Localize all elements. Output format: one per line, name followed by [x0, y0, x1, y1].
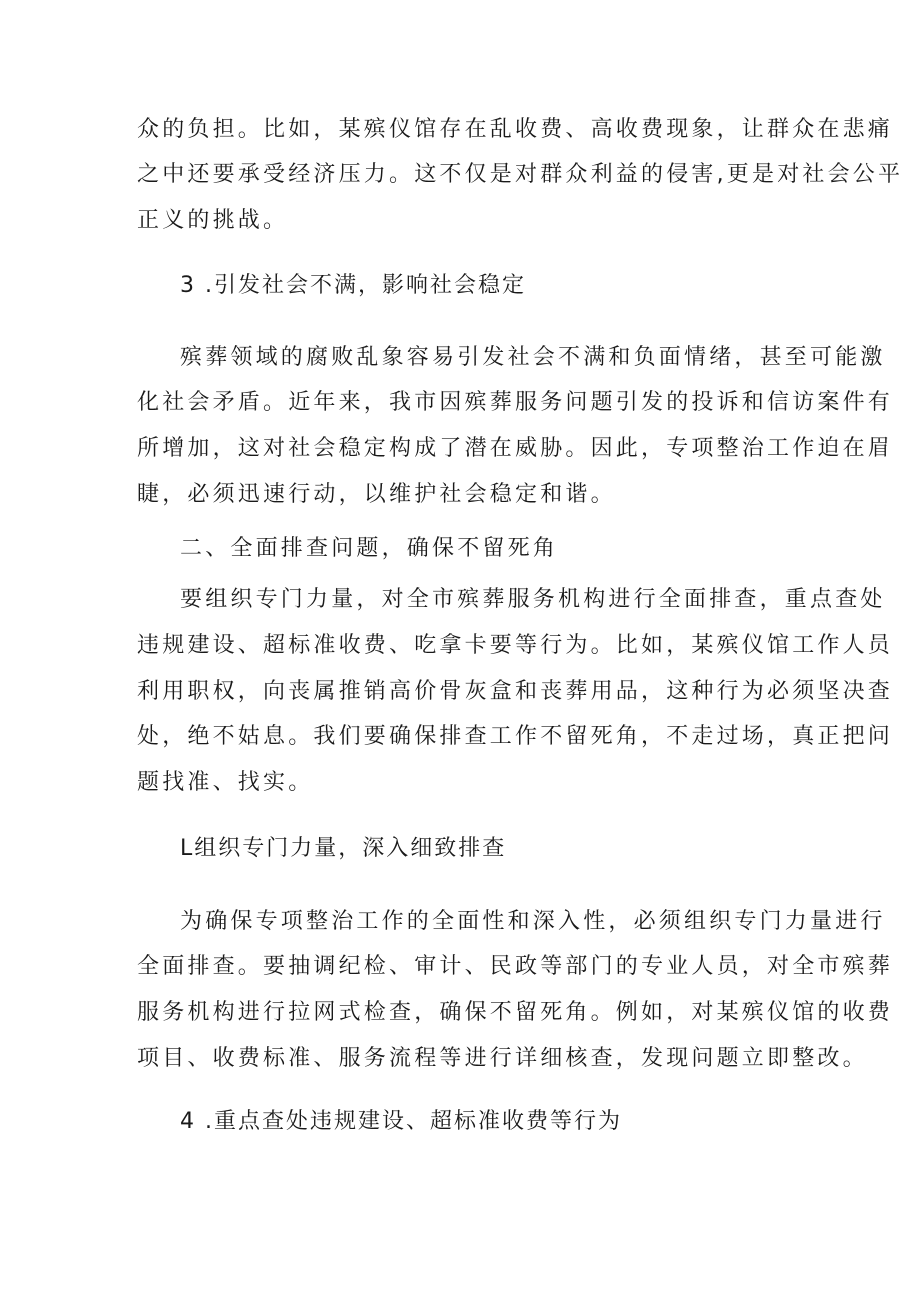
paragraph-line: 之中还要承受经济压力。这不仅是对群众利益的侵害,更是对社会公平: [137, 162, 904, 187]
paragraph-line: 化社会矛盾。近年来，我市因殡葬服务问题引发的投诉和信访案件有: [137, 390, 894, 415]
paragraph-line: 服务机构进行拉网式检查，确保不留死角。例如，对某殡仪馆的收费: [137, 1000, 894, 1025]
paragraph-line: 所增加，这对社会稳定构成了潜在威胁。因此，专项整治工作迫在眉: [137, 436, 894, 461]
section-heading-2: 二、全面排查问题，确保不留死角: [180, 536, 559, 561]
paragraph-line: 睫，必须迅速行动，以维护社会稳定和谐。: [137, 482, 616, 507]
paragraph-line: 众的负担。比如，某殡仪馆存在乱收费、高收费现象，让群众在悲痛: [137, 117, 894, 142]
paragraph-line: 项目、收费标准、服务流程等进行详细核查，发现问题立即整改。: [137, 1046, 868, 1071]
paragraph-line: 利用职权，向丧属推销高价骨灰盒和丧葬用品，这种行为必须坚决查: [137, 679, 894, 704]
paragraph-line: 要组织专门力量，对全市殡葬服务机构进行全面排查，重点查处: [180, 587, 886, 612]
paragraph-line: 正义的挑战。: [137, 208, 289, 233]
paragraph-line: 为确保专项整治工作的全面性和深入性，必须组织专门力量进行: [180, 909, 886, 934]
subheading-4: 4 .重点查处违规建设、超标准收费等行为: [180, 1109, 622, 1134]
subheading-l: L组织专门力量，深入细致排查: [180, 836, 507, 861]
paragraph-line: 全面排查。要抽调纪检、审计、民政等部门的专业人员，对全市殡葬: [137, 954, 894, 979]
paragraph-line: 题找准、找实。: [137, 770, 314, 795]
subheading-3: 3 .引发社会不满，影响社会稳定: [180, 273, 526, 298]
paragraph-line: 殡葬领域的腐败乱象容易引发社会不满和负面情绪，甚至可能激: [180, 345, 886, 370]
paragraph-line: 违规建设、超标准收费、吃拿卡要等行为。比如，某殡仪馆工作人员: [137, 633, 894, 658]
paragraph-line: 处，绝不姑息。我们要确保排查工作不留死角，不走过场，真正把问: [137, 724, 894, 749]
